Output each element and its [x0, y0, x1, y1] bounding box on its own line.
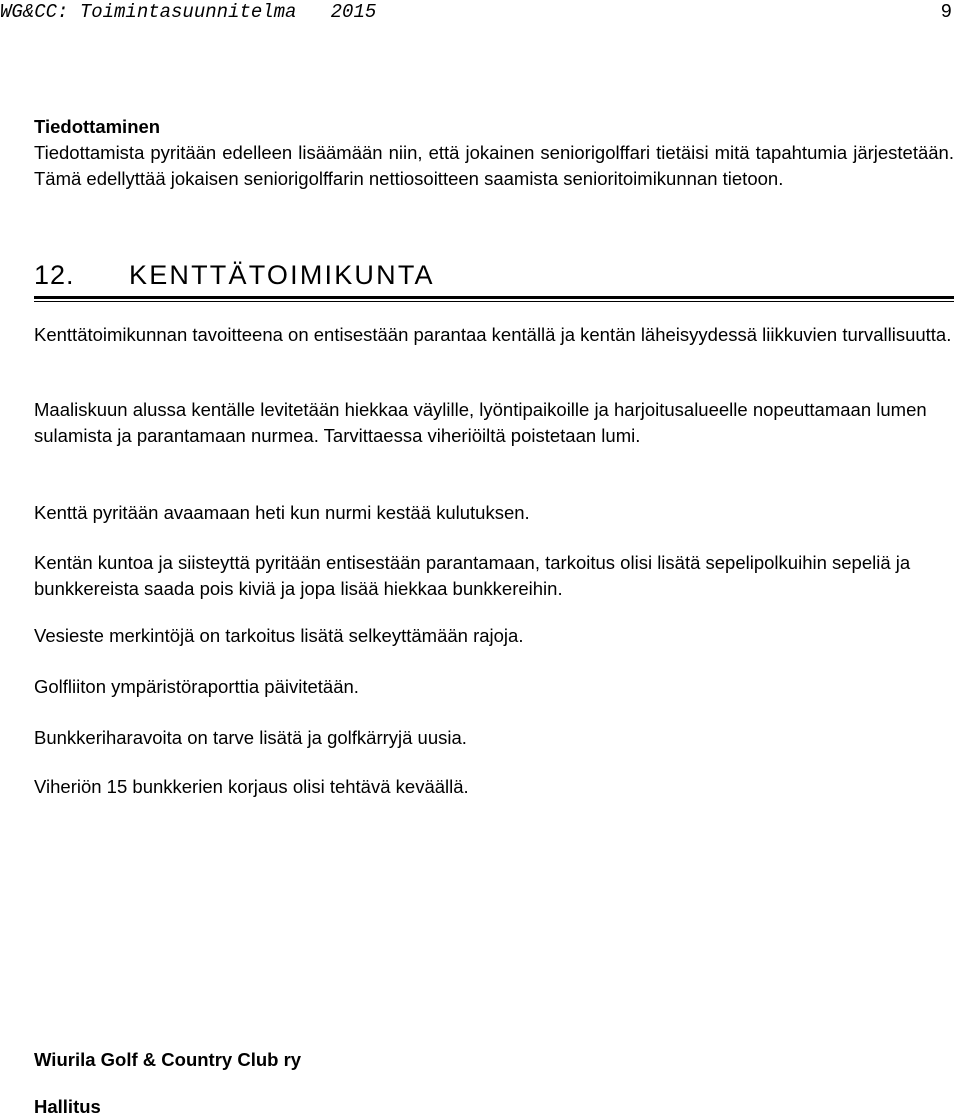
paragraph-5 [34, 623, 954, 649]
paragraph-6 [34, 674, 954, 700]
tiedottaminen-section [34, 114, 954, 192]
paragraph-text: Kentän kuntoa ja siisteyttä pyritään entisestään parantamaan, tarkoitus olisi lisätä sepelipolkuihin sepeliä ja bunkkereista saada pois kiviä ja jopa lisää hiekkaa bunkkereihin. [34, 552, 911, 599]
section-number: 12. [34, 260, 75, 290]
paragraph-text: Kenttätoimikunnan tavoitteena on entisestään parantaa kentällä ja kentän läheisyydessä liikkuvien turvallisuutta. [34, 324, 952, 345]
paragraph-4 [34, 550, 954, 602]
tiedottaminen-heading: Tiedottaminen [34, 116, 161, 137]
paragraph-8 [34, 774, 954, 800]
page-header [0, 0, 960, 24]
organization-name: Wiurila Golf & Country Club ry [34, 1049, 302, 1070]
footer-board [34, 1094, 954, 1120]
paragraph-7 [34, 725, 954, 751]
paragraph-text: Golfliiton ympäristöraporttia päivitetään. [34, 676, 359, 697]
tiedottaminen-text: Tiedottamista pyritään edelleen lisäämään niin, että jokainen seniorigolffari tietäisi mitä tapahtumia järjestetään. Tämä edellyttää jokaisen seniorigolffarin nettiosoitteen saamista senioritoimikunnan tietoon. [34, 142, 954, 189]
paragraph-1 [34, 320, 954, 349]
document-title: WG&CC: Toimintasuunnitelma 2015 [0, 1, 377, 23]
paragraph-2 [34, 397, 954, 449]
section-heading [34, 256, 954, 300]
section-rule-thin [34, 301, 954, 302]
section-rule-thick [34, 296, 954, 299]
footer-org [34, 1047, 954, 1073]
paragraph-text: Viheriön 15 bunkkerien korjaus olisi tehtävä keväällä. [34, 776, 469, 797]
paragraph-text: Maaliskuun alussa kentälle levitetään hiekkaa väylille, lyöntipaikoille ja harjoitusalueelle nopeuttamaan lumen sulamista ja parantamaan nurmea. Tarvittaessa viheriöiltä poistetaan lumi. [34, 399, 927, 446]
paragraph-text: Vesieste merkintöjä on tarkoitus lisätä selkeyttämään rajoja. [34, 625, 524, 646]
paragraph-3 [34, 500, 954, 526]
page-number: 9 [940, 1, 952, 23]
paragraph-text: Kenttä pyritään avaamaan heti kun nurmi kestää kulutuksen. [34, 502, 530, 523]
paragraph-text: Bunkkeriharavoita on tarve lisätä ja golfkärryjä uusia. [34, 727, 467, 748]
board-label: Hallitus [34, 1096, 101, 1117]
section-title: KENTTÄTOIMIKUNTA [129, 260, 435, 290]
